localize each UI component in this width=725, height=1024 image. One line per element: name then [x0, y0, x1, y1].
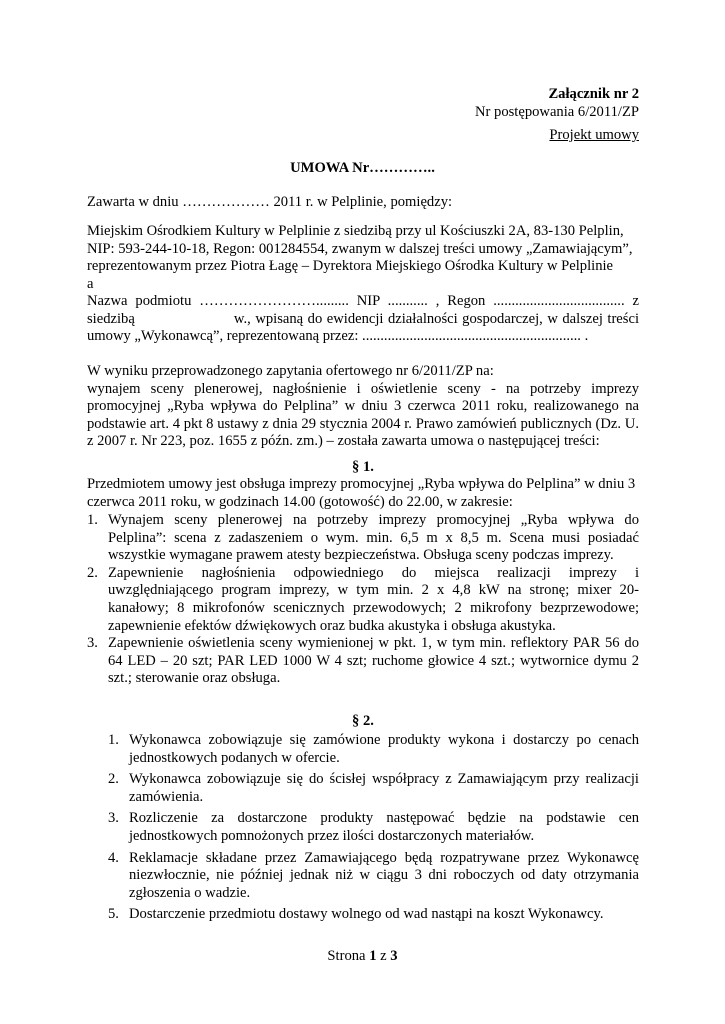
item-line: uwzględniającego program imprezy, w tym min. 2 x 4,8 kW na stronę; mixer 20-: [108, 582, 639, 599]
procurement-intro: [87, 363, 639, 451]
item-line: zgłoszenia o wadzie.: [129, 884, 251, 901]
section2-item: [108, 771, 639, 806]
intro-line: W wyniku przeprowadzonego zapytania ofertowego nr 6/2011/ZP na:: [87, 363, 494, 379]
section1-item: [87, 565, 639, 635]
party1-line: reprezentowanym przez Piotra Łagę – Dyrektora Miejskiego Ośrodka Kultury w Pelplinie: [87, 258, 614, 275]
section1-intro-line: Przedmiotem umowy jest obsługa imprezy promocyjnej „Ryba wpływa do Pelplina” w dniu 3: [87, 476, 636, 492]
intro-line: promocyjnej „Ryba wpływa do Pelplina” w dniu 3 czerwca 2011 roku, realizowanego na: [87, 398, 639, 415]
section1-item: [87, 635, 639, 688]
draft-label: Projekt umowy: [549, 127, 639, 143]
party-ordering: [87, 223, 639, 293]
party2-line: siedzibą w., wpisaną do ewidencji działalności gospodarczej, w dalszej treści: [87, 310, 639, 327]
item-line: Pelplina”: scena z zadaszeniem o wym. min. 6,5 m x 8,5 m. Scena musi posiadać: [108, 529, 639, 546]
item-line: niezwłocznie, nie później jednak niż w ciągu 3 dni roboczych od daty otrzymania: [129, 867, 639, 884]
footer-middle: z: [376, 948, 391, 964]
intro-line: wynajem sceny plenerowej, nagłośnienie i oświetlenie sceny - na potrzeby imprezy: [87, 380, 639, 397]
intro-line: z 2007 r. Nr 223, poz. 1655 z późn. zm.) – została zawarta umowa o następującej treści:: [87, 433, 600, 450]
item-line: Wykonawca zobowiązuje się do ścisłej współpracy z Zamawiającym przy realizacji: [129, 771, 639, 788]
concluded-line: [87, 194, 639, 212]
item-line: jednostkowych podanych w ofercie.: [129, 749, 340, 766]
section1-item: [87, 512, 639, 565]
party2-line: umowy „Wykonawcą”, reprezentowaną przez: ............................................................ .: [87, 328, 589, 345]
footer-prefix: Strona: [327, 948, 370, 964]
footer-total-pages: 3: [390, 948, 398, 964]
item-line: Zapewnienie oświetlenia sceny wymienionej w pkt. 1, w tym min. reflektory PAR 56 do: [108, 635, 639, 652]
intro-line: podstawie art. 4 pkt 8 ustawy z dnia 29 stycznia 2004 r. Prawo zamówień publicznych (Dz. U.: [87, 415, 639, 432]
item-line: Wynajem sceny plenerowej na potrzeby imprezy promocyjnej „Ryba wpływa do: [108, 512, 639, 528]
contract-title: UMOWA Nr…………..: [290, 160, 435, 176]
item-number: 3.: [87, 635, 98, 652]
item-line: szt.; sterowanie oraz obsługa.: [108, 670, 281, 687]
item-line: Wykonawca zobowiązuje się zamówione produkty wykona i dostarczy po cenach: [129, 732, 639, 748]
item-line: Reklamacje składane przez Zamawiającego będą rozpatrywane przez Wykonawcę: [129, 849, 639, 866]
item-line: zapewnienie efektów dźwiękowych oraz budka akustyka i obsługa akustyka.: [108, 617, 556, 634]
page-footer: [0, 948, 725, 966]
footer-page-number: 1: [369, 948, 377, 964]
item-number: 5.: [108, 906, 119, 923]
concluded-text: Zawarta w dniu ……………… 2011 r. w Pelplinie, pomiędzy:: [87, 194, 453, 210]
section1-list: [87, 512, 639, 688]
item-number: 1.: [87, 512, 98, 528]
party1-line: a: [87, 275, 94, 292]
item-line: Dostarczenie przedmiotu dostawy wolnego od wad nastąpi na koszt Wykonawcy.: [129, 906, 604, 923]
section2-item: [108, 810, 639, 845]
item-line: wszystkie wymagane prawem atesty bezpieczeństwa. Obsługa sceny podczas imprezy.: [108, 547, 614, 564]
section2-heading: § 2.: [352, 713, 374, 729]
item-number: 3.: [108, 810, 119, 827]
section2-item: [108, 732, 639, 767]
item-line: jednostkowych pomnożonych przez ilości dostarczonych materiałów.: [129, 827, 535, 844]
party1-line: Miejskim Ośrodkiem Kultury w Pelplinie z siedzibą przy ul Kościuszki 2A, 83-130 Pelplin,: [87, 223, 624, 239]
procedure-number: Nr postępowania 6/2011/ZP: [474, 104, 639, 120]
section2-list: [108, 732, 639, 928]
item-line: zamówienia.: [129, 788, 204, 805]
item-line: Rozliczenie za dostarczone produkty następować będzie na podstawie cen: [129, 810, 639, 827]
item-number: 1.: [108, 732, 119, 748]
party1-line: NIP: 593-244-10-18, Regon: 001284554, zwanym w dalszej treści umowy „Zamawiającym”,: [87, 240, 633, 257]
section1-intro-line: czerwca 2011 roku, w godzinach 14.00 (gotowość) do 22.00, w zakresie:: [87, 493, 513, 510]
attachment-label: Załącznik nr 2: [548, 86, 639, 102]
item-number: 2.: [87, 564, 98, 581]
party2-line: Nazwa podmiotu ……………………......... NIP ........... , Regon .................................... z: [87, 293, 639, 309]
item-line: 64 LED – 20 szt; PAR LED 1000 W 4 szt; ruchome głowice 4 szt.; wytwornice dymu 2: [108, 652, 639, 669]
section1-intro: [87, 476, 639, 511]
item-number: 4.: [108, 849, 119, 866]
section2-item: [108, 850, 639, 903]
item-number: 2.: [108, 771, 119, 788]
item-line: kanałowy; 8 mikrofonów scenicznych przewodowych; 2 mikrofony bezprzewodowe;: [108, 599, 639, 616]
party-contractor: [87, 293, 639, 346]
item-line: Zapewnienie nagłośnienia odpowiedniego do miejsca realizacji imprezy i: [108, 564, 639, 581]
section2-item: [108, 906, 639, 924]
section1-heading: § 1.: [352, 459, 374, 475]
